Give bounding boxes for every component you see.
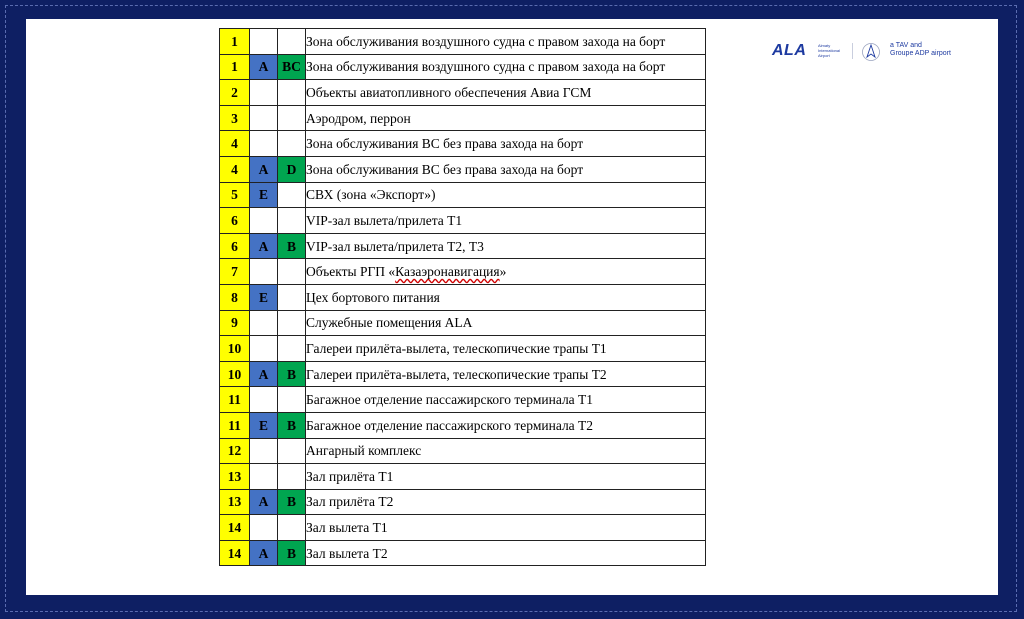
zone-code-secondary-cell	[278, 105, 306, 131]
table-row	[220, 131, 706, 157]
zone-code-primary-cell	[250, 208, 278, 234]
zone-number-cell: 12	[220, 438, 250, 464]
zone-code-primary-cell: A	[250, 156, 278, 182]
ala-logo-text: ALA	[772, 42, 807, 59]
slide	[26, 19, 998, 595]
zone-description-cell: Зона обслуживания воздушного судна с правом захода на борт	[306, 29, 706, 55]
zone-description-cell: Аэродром, перрон	[306, 105, 706, 131]
zone-code-secondary-cell	[278, 515, 306, 541]
zone-number-cell: 13	[220, 464, 250, 490]
zone-description-cell: Багажное отделение пассажирского терминала Т2	[306, 412, 706, 438]
table-row	[220, 361, 706, 387]
zone-description-cell: Галереи прилёта-вылета, телескопические трапы Т2	[306, 361, 706, 387]
access-zones-table	[219, 28, 706, 566]
zone-number-cell: 6	[220, 233, 250, 259]
zone-code-primary-cell	[250, 336, 278, 362]
zone-code-secondary-cell	[278, 208, 306, 234]
zone-code-secondary-cell	[278, 387, 306, 413]
table-row	[220, 208, 706, 234]
zone-code-primary-cell: E	[250, 284, 278, 310]
zone-code-secondary-cell: BC	[278, 54, 306, 80]
zone-description-cell: Багажное отделение пассажирского терминала Т1	[306, 387, 706, 413]
zone-description-cell: VIP-зал вылета/прилета Т2, Т3	[306, 233, 706, 259]
zone-code-secondary-cell: B	[278, 412, 306, 438]
zone-number-cell: 11	[220, 412, 250, 438]
zone-number-cell: 4	[220, 131, 250, 157]
zone-code-secondary-cell	[278, 336, 306, 362]
zone-description-cell: Галереи прилёта-вылета, телескопические трапы Т1	[306, 336, 706, 362]
table-row	[220, 464, 706, 490]
zone-code-secondary-cell	[278, 182, 306, 208]
table-row	[220, 489, 706, 515]
logo-divider	[852, 43, 853, 59]
zone-code-primary-cell: A	[250, 489, 278, 515]
table-row	[220, 515, 706, 541]
zone-code-primary-cell	[250, 464, 278, 490]
zone-code-secondary-cell: B	[278, 540, 306, 566]
table-row	[220, 336, 706, 362]
zone-code-secondary-cell	[278, 464, 306, 490]
zone-number-cell: 11	[220, 387, 250, 413]
zone-code-primary-cell: E	[250, 182, 278, 208]
zone-code-primary-cell: A	[250, 361, 278, 387]
zone-description-cell: Зал вылета Т2	[306, 540, 706, 566]
zone-number-cell: 4	[220, 156, 250, 182]
zone-code-primary-cell	[250, 387, 278, 413]
zone-description-cell: Зона обслуживания ВС без права захода на борт	[306, 156, 706, 182]
airport-logo	[772, 41, 972, 63]
zone-code-primary-cell: A	[250, 233, 278, 259]
zone-number-cell: 10	[220, 336, 250, 362]
table-row	[220, 540, 706, 566]
zone-number-cell: 2	[220, 80, 250, 106]
table-row	[220, 259, 706, 285]
zone-code-secondary-cell	[278, 80, 306, 106]
zone-code-secondary-cell	[278, 29, 306, 55]
zone-code-primary-cell	[250, 29, 278, 55]
zone-number-cell: 7	[220, 259, 250, 285]
zone-description-cell: Зона обслуживания ВС без права захода на борт	[306, 131, 706, 157]
zone-code-primary-cell	[250, 80, 278, 106]
zone-number-cell: 14	[220, 515, 250, 541]
zone-code-primary-cell	[250, 310, 278, 336]
zone-code-primary-cell: E	[250, 412, 278, 438]
zone-number-cell: 1	[220, 54, 250, 80]
zone-description-cell: Цех бортового питания	[306, 284, 706, 310]
zone-description-cell: Служебные помещения ALA	[306, 310, 706, 336]
zone-code-secondary-cell: D	[278, 156, 306, 182]
zone-description-cell: СВХ (зона «Экспорт»)	[306, 182, 706, 208]
table-row	[220, 438, 706, 464]
partner-line-1: a TAV and	[890, 42, 922, 49]
zone-code-secondary-cell: B	[278, 489, 306, 515]
zone-code-secondary-cell	[278, 438, 306, 464]
zone-number-cell: 13	[220, 489, 250, 515]
zone-number-cell: 3	[220, 105, 250, 131]
zone-code-primary-cell	[250, 259, 278, 285]
table-row	[220, 387, 706, 413]
zone-number-cell: 14	[220, 540, 250, 566]
zone-description-cell: Зона обслуживания воздушного судна с правом захода на борт	[306, 54, 706, 80]
table-row	[220, 233, 706, 259]
table-row	[220, 284, 706, 310]
zone-code-secondary-cell: B	[278, 361, 306, 387]
zone-code-secondary-cell	[278, 284, 306, 310]
zone-code-primary-cell: A	[250, 54, 278, 80]
zone-description-cell: Зал прилёта Т2	[306, 489, 706, 515]
table-row	[220, 29, 706, 55]
zone-code-secondary-cell	[278, 310, 306, 336]
table-row	[220, 54, 706, 80]
zone-code-secondary-cell	[278, 259, 306, 285]
description-text-end: »	[499, 264, 507, 280]
zone-code-secondary-cell	[278, 131, 306, 157]
zone-code-secondary-cell: B	[278, 233, 306, 259]
description-text-start: Объекты РГП «	[306, 264, 396, 280]
partner-text	[890, 42, 951, 58]
table-row	[220, 80, 706, 106]
zone-description-cell: Объекты авиатопливного обеспечения Авиа ГСМ	[306, 80, 706, 106]
zone-code-primary-cell	[250, 131, 278, 157]
zone-number-cell: 8	[220, 284, 250, 310]
partner-line-2: Groupe ADP airport	[890, 50, 951, 57]
zone-number-cell: 10	[220, 361, 250, 387]
zone-code-primary-cell	[250, 105, 278, 131]
ala-logo-subtitle: Almaty International Airport	[818, 43, 841, 58]
table-row	[220, 310, 706, 336]
zone-code-primary-cell	[250, 438, 278, 464]
zone-description-cell	[306, 259, 706, 285]
zone-code-primary-cell: A	[250, 540, 278, 566]
zone-code-primary-cell	[250, 515, 278, 541]
table-row	[220, 182, 706, 208]
table-row	[220, 105, 706, 131]
zone-description-cell: Зал вылета Т1	[306, 515, 706, 541]
table-row	[220, 156, 706, 182]
zone-number-cell: 6	[220, 208, 250, 234]
zone-number-cell: 5	[220, 182, 250, 208]
zone-number-cell: 1	[220, 29, 250, 55]
tav-adp-mark-icon	[860, 42, 882, 62]
zone-number-cell: 9	[220, 310, 250, 336]
zone-description-cell: VIP-зал вылета/прилета Т1	[306, 208, 706, 234]
table-row	[220, 412, 706, 438]
zone-description-cell: Ангарный комплекс	[306, 438, 706, 464]
zone-description-cell: Зал прилёта Т1	[306, 464, 706, 490]
spellcheck-marked-word: Казаэронавигация	[395, 264, 500, 280]
